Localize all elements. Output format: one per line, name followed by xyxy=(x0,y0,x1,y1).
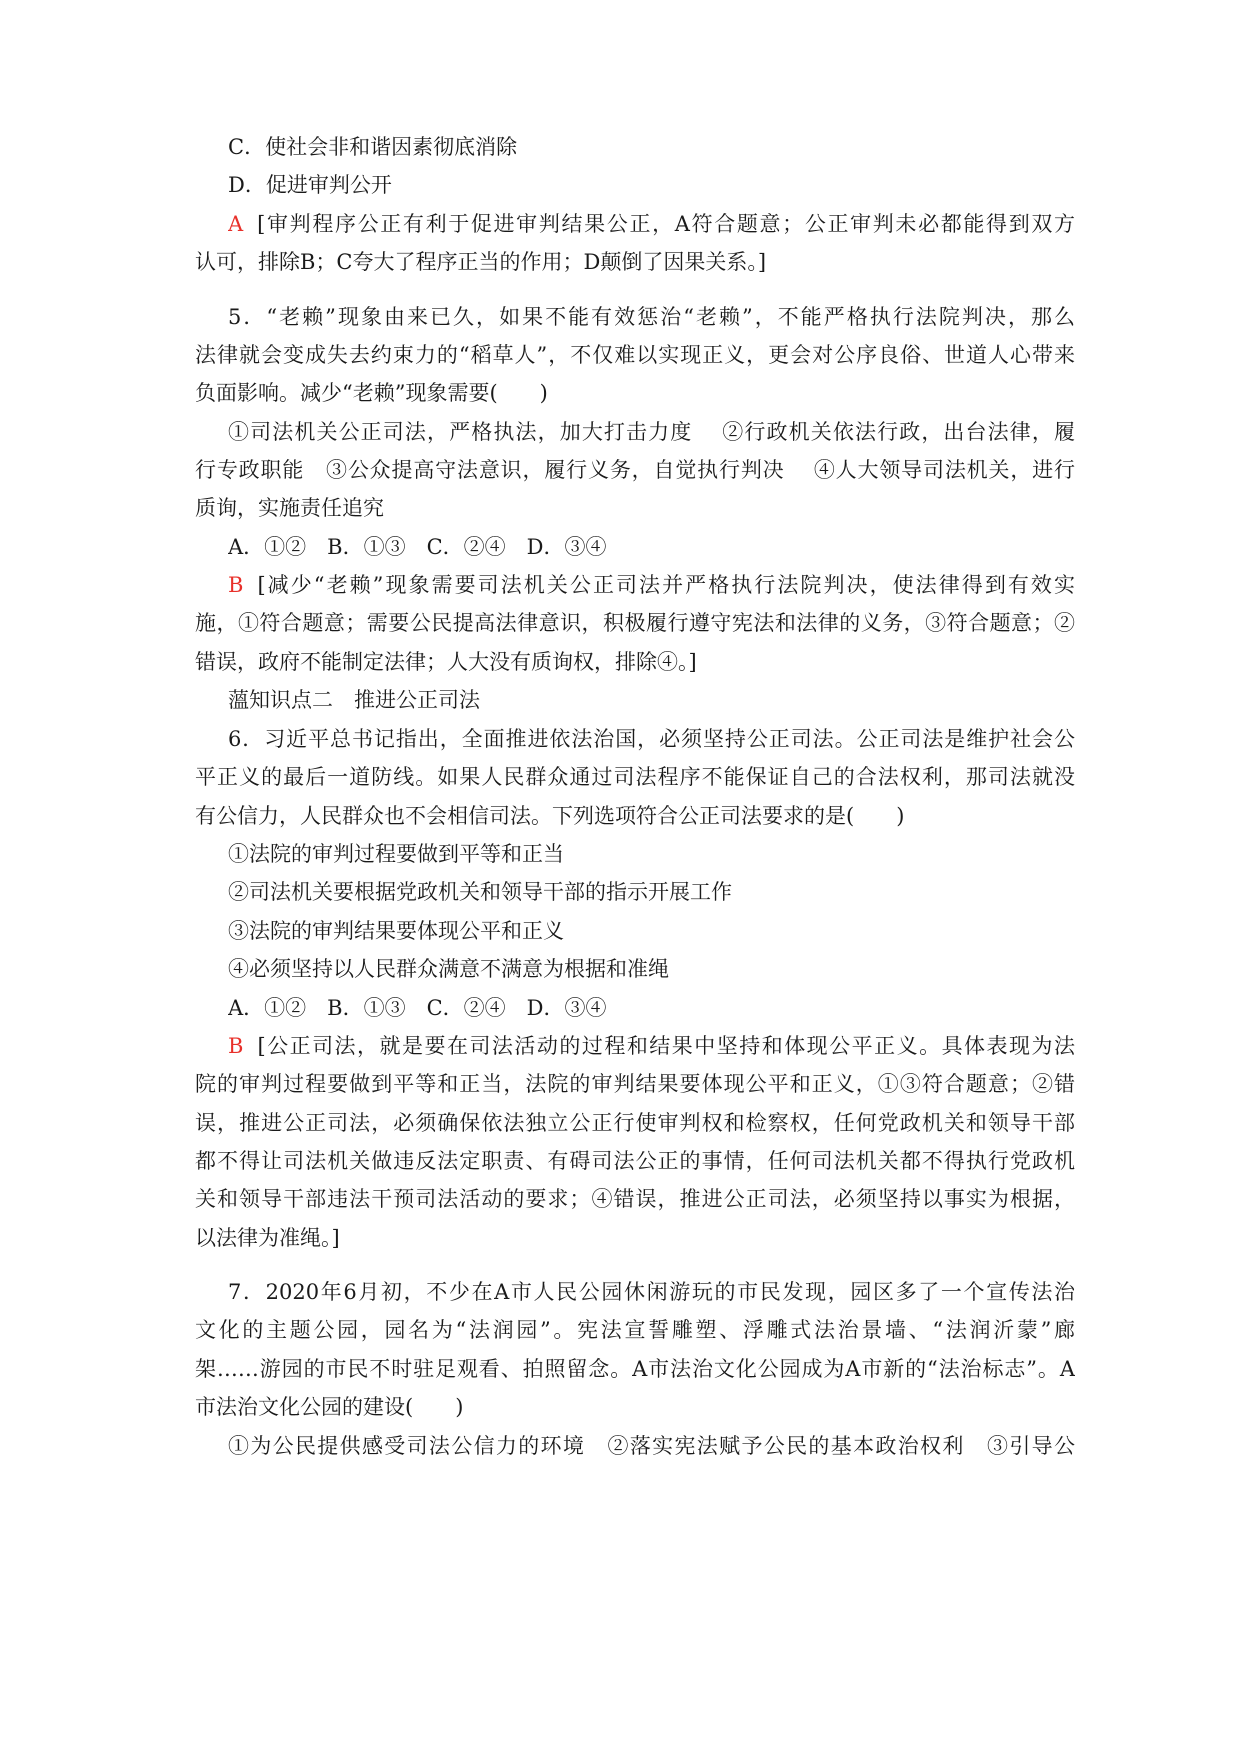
text-line xyxy=(228,568,1075,602)
line-text: 架……游园的市民不时驻足观看、拍照留念。A市法治文化公园成为A市新的“法治标志”。A xyxy=(195,1357,1075,1381)
line-text: 误，推进公正司法，必须确保依法独立公正行使审判权和检察权，任何党政机关和领导干部 xyxy=(195,1111,1075,1135)
line-text: 6．习近平总书记指出，全面推进依法治国，必须坚持公正司法。公正司法是维护社会公 xyxy=(228,727,1075,751)
text-line xyxy=(228,1429,1075,1463)
text-line xyxy=(228,300,1075,334)
text-line xyxy=(195,491,1075,525)
text-line xyxy=(228,207,1075,241)
line-text: C．使社会非和谐因素彻底消除 xyxy=(228,135,518,159)
answer-letter: B xyxy=(228,1034,244,1058)
line-text: ④必须坚持以人民群众满意不满意为根据和准绳 xyxy=(228,957,669,981)
line-text: 市法治文化公园的建设( ) xyxy=(195,1395,464,1419)
line-text: ①司法机关公正司法，严格执法，加大打击力度 ②行政机关依法行政，出台法律，履 xyxy=(228,420,1075,444)
line-text: ①为公民提供感受司法公信力的环境 ②落实宪法赋予公民的基本政治权利 ③引导公 xyxy=(228,1434,1075,1458)
line-text: 院的审判过程要做到平等和正当，法院的审判结果要体现公平和正义，①③符合题意；②错 xyxy=(195,1072,1075,1096)
text-line xyxy=(228,415,1075,449)
text-line xyxy=(195,376,1075,410)
answer-letter: A xyxy=(228,212,244,236)
text-line xyxy=(195,1182,1075,1216)
text-line xyxy=(195,606,1075,640)
line-text: A．①② B．①③ C．②④ D．③④ xyxy=(228,996,607,1020)
line-text: 薀知识点二 推进公正司法 xyxy=(228,688,480,712)
line-text: ③法院的审判结果要体现公平和正义 xyxy=(228,919,564,943)
line-text: [审判程序公正有利于促进审判结果公正，A符合题意；公正审判未必都能得到双方 xyxy=(257,212,1075,236)
line-text: 文化的主题公园，园名为“法润园”。宪法宣誓雕塑、浮雕式法治景墙、“法润沂蒙”廊 xyxy=(195,1318,1075,1342)
text-line xyxy=(228,875,1075,909)
text-line xyxy=(228,1275,1075,1309)
line-text: 都不得让司法机关做违反法定职责、有碍司法公正的事情，任何司法机关都不得执行党政机 xyxy=(195,1149,1075,1173)
text-line xyxy=(195,645,1075,679)
text-line xyxy=(228,130,1075,164)
line-text: 施，①符合题意；需要公民提高法律意识，积极履行遵守宪法和法律的义务，③符合题意；② xyxy=(195,611,1075,635)
line-text: 有公信力，人民群众也不会相信司法。下列选项符合公正司法要求的是( ) xyxy=(195,804,905,828)
line-text: 平正义的最后一道防线。如果人民群众通过司法程序不能保证自己的合法权利，那司法就没 xyxy=(195,765,1075,789)
text-line xyxy=(228,952,1075,986)
text-line xyxy=(195,1390,1075,1424)
text-line xyxy=(228,530,1075,564)
text-line xyxy=(195,1144,1075,1178)
line-text: 以法律为准绳。] xyxy=(195,1226,340,1250)
text-line xyxy=(195,1221,1075,1255)
text-line xyxy=(228,722,1075,756)
text-line xyxy=(195,245,1075,279)
line-text: 5．“老赖”现象由来已久，如果不能有效惩治“老赖”，不能严格执行法院判决，那么 xyxy=(228,305,1075,329)
text-line xyxy=(195,760,1075,794)
line-text: [减少“老赖”现象需要司法机关公正司法并严格执行法院判决，使法律得到有效实 xyxy=(257,573,1075,597)
line-text: 关和领导干部违法干预司法活动的要求；④错误，推进公正司法，必须坚持以事实为根据， xyxy=(195,1187,1075,1211)
text-line xyxy=(195,799,1075,833)
line-text: ①法院的审判过程要做到平等和正当 xyxy=(228,842,564,866)
text-line xyxy=(228,991,1075,1025)
line-text: 认可，排除B；C夸大了程序正当的作用；D颠倒了因果关系。] xyxy=(195,250,767,274)
text-line xyxy=(195,338,1075,372)
line-text: 行专政职能 ③公众提高守法意识，履行义务，自觉执行判决 ④人大领导司法机关，进行 xyxy=(195,458,1075,482)
line-text: D．促进审判公开 xyxy=(228,173,392,197)
text-line xyxy=(195,1067,1075,1101)
line-text: 法律就会变成失去约束力的“稻草人”，不仅难以实现正义，更会对公序良俗、世道人心带来 xyxy=(195,343,1075,367)
line-text: 错误，政府不能制定法律；人大没有质询权，排除④。] xyxy=(195,650,697,674)
line-text: 7．2020年6月初，不少在A市人民公园休闲游玩的市民发现，园区多了一个宣传法治 xyxy=(228,1280,1075,1304)
text-line xyxy=(228,837,1075,871)
line-text: 负面影响。减少“老赖”现象需要( ) xyxy=(195,381,548,405)
text-line xyxy=(195,453,1075,487)
text-line xyxy=(228,1029,1075,1063)
line-text: [公正司法，就是要在司法活动的过程和结果中坚持和体现公平正义。具体表现为法 xyxy=(257,1034,1075,1058)
text-line xyxy=(228,168,1075,202)
text-line xyxy=(195,1313,1075,1347)
line-text: 质询，实施责任追究 xyxy=(195,496,384,520)
text-line xyxy=(195,1106,1075,1140)
answer-letter: B xyxy=(228,573,244,597)
text-line xyxy=(195,1352,1075,1386)
text-line xyxy=(228,914,1075,948)
line-text: A．①② B．①③ C．②④ D．③④ xyxy=(228,535,607,559)
text-line xyxy=(228,683,1075,717)
line-text: ②司法机关要根据党政机关和领导干部的指示开展工作 xyxy=(228,880,732,904)
